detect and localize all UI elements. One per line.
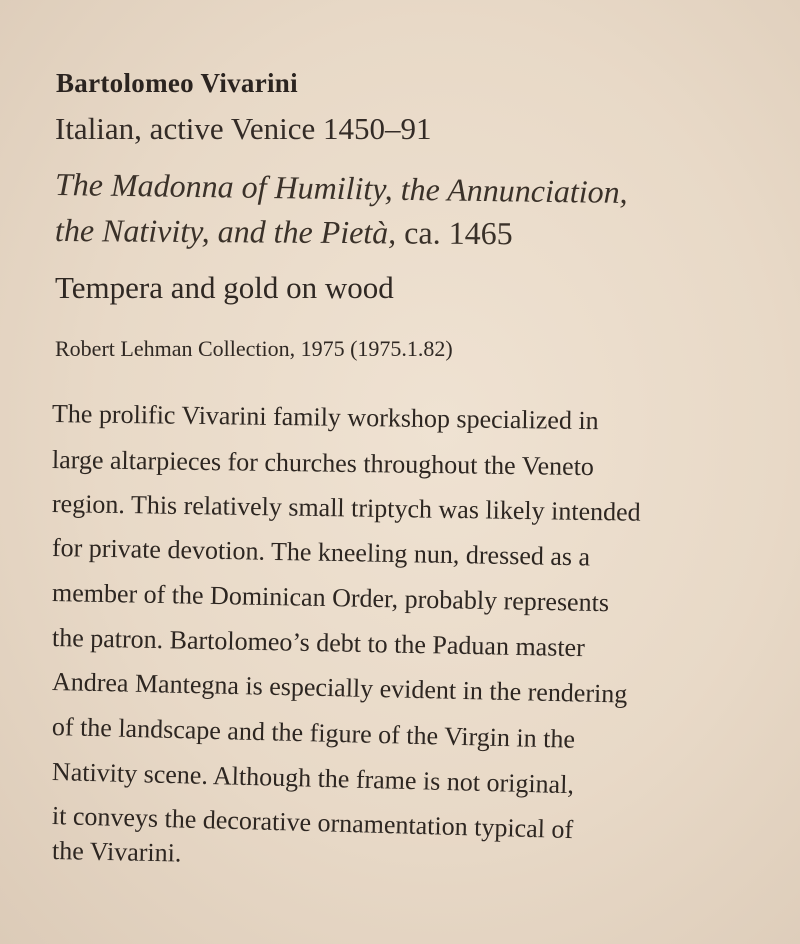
credit-line: Robert Lehman Collection, 1975 (1975.1.82) [55, 336, 453, 361]
description-line: Nativity scene. Although the frame is not original, [51, 757, 575, 800]
description-line: The prolific Vivarini family workshop specialized in [51, 399, 599, 436]
description-line: region. This relatively small triptych was likely intended [51, 489, 641, 527]
description-line: large altarpieces for churches throughout the Veneto [51, 445, 595, 482]
artist-name: Bartolomeo Vivarini [56, 68, 298, 98]
artwork-title-line-2-text: the Nativity, and the Pietà, [54, 212, 397, 251]
artist-nationality: Italian, active Venice 1450–91 [55, 111, 432, 146]
artwork-title-line-2 [55, 212, 513, 252]
artwork-title-line-1: The Madonna of Humility, the Annunciation, [54, 166, 628, 210]
artwork-medium: Tempera and gold on wood [55, 270, 394, 305]
description-line: member of the Dominican Order, probably represents [51, 578, 610, 618]
artwork-date: ca. 1465 [396, 214, 513, 252]
description-line: the Vivarini. [51, 836, 182, 868]
description-line: the patron. Bartolomeo’s debt to the Paduan master [51, 623, 586, 663]
description-line: for private devotion. The kneeling nun, dressed as a [51, 533, 591, 572]
description-line: of the landscape and the figure of the Virgin in the [51, 712, 576, 754]
description-line: Andrea Mantegna is especially evident in the rendering [51, 667, 628, 709]
description-line: it conveys the decorative ornamentation typical of [51, 801, 574, 845]
